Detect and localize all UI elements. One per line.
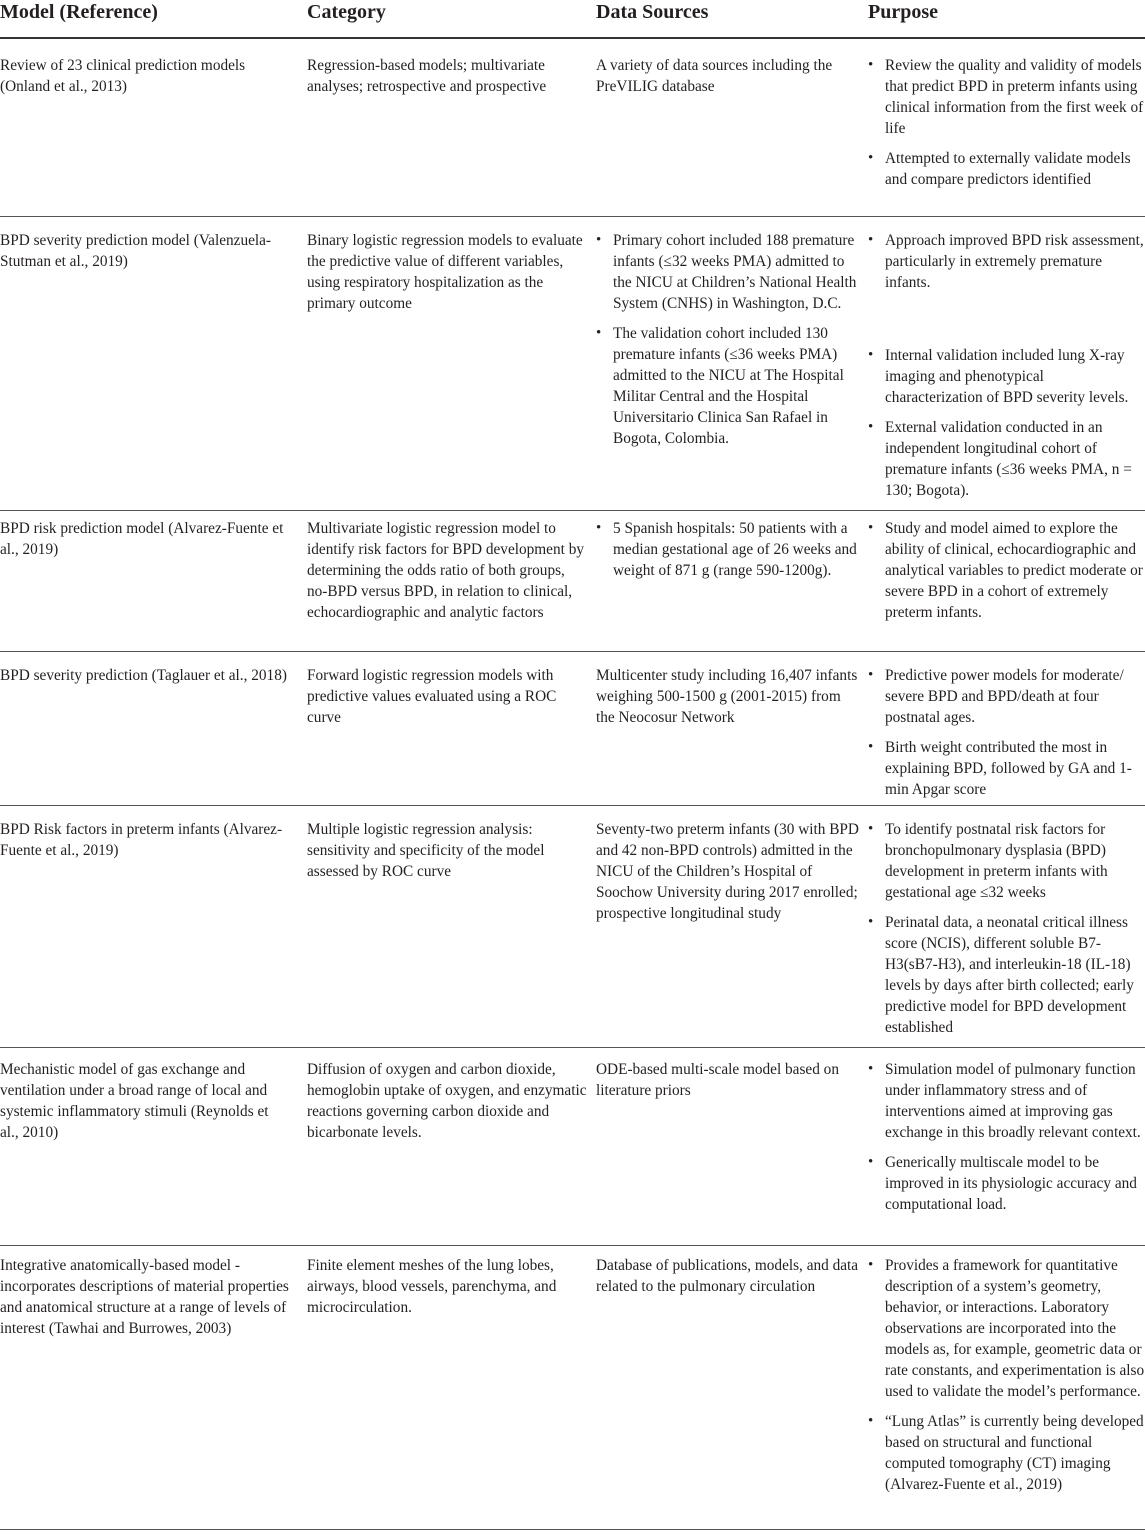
sources-cell bbox=[596, 230, 860, 449]
bullet-item: • External validation conducted in an independent longitudinal cohort of premature infants (≤36 weeks PMA, n = 130; Bogota). bbox=[868, 417, 1145, 501]
header-model: Model (Reference) bbox=[0, 1, 158, 23]
purpose-cell bbox=[868, 665, 1145, 800]
bullet-item: • Birth weight contributed the most in explaining BPD, followed by GA and 1-min Apgar score bbox=[868, 737, 1145, 800]
purpose-cell bbox=[868, 230, 1145, 501]
bullet-item: • The validation cohort included 130 premature infants (≤36 weeks PMA) admitted to the NICU at The Hospital Militar Central and the Hospital Universitario Clinica San Rafael in Bogota, Colombia. bbox=[596, 323, 860, 449]
bullet-item: • Provides a framework for quantitative description of a system’s geometry, behavior, or interactions. Laboratory observations are incorporated into the models as, for example, geometric data or rate constants, and experimentation is also used to validate the model’s performance. bbox=[868, 1255, 1145, 1402]
row-divider bbox=[0, 805, 1145, 806]
category-cell: Multiple logistic regression analysis: sensitivity and specificity of the model assessed by ROC curve bbox=[307, 821, 545, 880]
header-category: Category bbox=[307, 1, 386, 23]
header-purpose: Purpose bbox=[868, 1, 938, 23]
purpose-cell bbox=[868, 1255, 1145, 1495]
bullet-item: • Predictive power models for moderate/ severe BPD and BPD/death at four postnatal ages. bbox=[868, 665, 1145, 728]
model-cell: Mechanistic model of gas exchange and ventilation under a broad range of local and systemic inflammatory stimuli (Reynolds et al., 2010) bbox=[0, 1061, 269, 1141]
category-cell: Binary logistic regression models to evaluate the predictive value of different variables, using respiratory hospitalization as the primary outcome bbox=[307, 232, 583, 312]
bullet-item: • Internal validation included lung X-ray imaging and phenotypical characterization of BPD severity levels. bbox=[868, 345, 1145, 408]
model-cell: BPD risk prediction model (Alvarez-Fuente et al., 2019) bbox=[0, 520, 284, 558]
header-data-sources: Data Sources bbox=[596, 1, 709, 23]
category-cell: Regression-based models; multivariate analyses; retrospective and prospective bbox=[307, 57, 547, 95]
category-cell: Forward logistic regression models with predictive values evaluated using a ROC curve bbox=[307, 667, 557, 726]
row-divider bbox=[0, 216, 1145, 217]
bullet-item: • Perinatal data, a neonatal critical illness score (NCIS), different soluble B7-H3(sB7-H3), and interleukin-18 (IL-18) levels by days after birth collected; early predictive model for BPD development established bbox=[868, 912, 1145, 1038]
category-cell: Diffusion of oxygen and carbon dioxide, hemoglobin uptake of oxygen, and enzymatic reactions governing carbon dioxide and bicarbonate levels. bbox=[307, 1061, 587, 1141]
purpose-cell bbox=[868, 819, 1145, 1038]
bullet-item: • Primary cohort included 188 premature infants (≤32 weeks PMA) admitted to the NICU at Children’s National Health System (CNHS) in Washington, D.C. bbox=[596, 230, 860, 314]
model-cell: Integrative anatomically-based model - incorporates descriptions of material properties and anatomical structure at a range of levels of interest (Tawhai and Burrowes, 2003) bbox=[0, 1257, 289, 1337]
sources-cell: Multicenter study including 16,407 infants weighing 500-1500 g (2001-2015) from the Neocosur Network bbox=[596, 667, 858, 726]
bullet-item: • Simulation model of pulmonary function under inflammatory stress and of interventions aimed at improving gas exchange in this broadly relevant context. bbox=[868, 1059, 1145, 1143]
model-cell: BPD severity prediction model (Valenzuela-Stutman et al., 2019) bbox=[0, 232, 272, 270]
category-cell: Finite element meshes of the lung lobes, airways, blood vessels, parenchyma, and microcirculation. bbox=[307, 1257, 557, 1316]
sources-cell: A variety of data sources including the PreVILIG database bbox=[596, 57, 833, 95]
model-cell: Review of 23 clinical prediction models (Onland et al., 2013) bbox=[0, 57, 246, 95]
sources-cell: Database of publications, models, and data related to the pulmonary circulation bbox=[596, 1257, 859, 1295]
bullet-item: • Study and model aimed to explore the ability of clinical, echocardiographic and analytical variables to predict moderate or severe BPD in a cohort of extremely preterm infants. bbox=[868, 518, 1145, 623]
category-cell: Multivariate logistic regression model to identify risk factors for BPD development by determining the odds ratio of both groups, no-BPD versus BPD, in relation to clinical, echocardiographic and analytic factors bbox=[307, 520, 584, 621]
bullet-item: • “Lung Atlas” is currently being developed based on structural and functional computed tomography (CT) imaging (Alvarez-Fuente et al., 2019) bbox=[868, 1411, 1145, 1495]
purpose-cell bbox=[868, 518, 1145, 623]
model-cell: BPD severity prediction (Taglauer et al., 2018) bbox=[0, 667, 287, 684]
row-divider bbox=[0, 1245, 1145, 1246]
bullet-item: • 5 Spanish hospitals: 50 patients with a median gestational age of 26 weeks and weight of 871 g (range 590-1200g). bbox=[596, 518, 860, 581]
bullet-item: • Approach improved BPD risk assessment, particularly in extremely premature infants. bbox=[868, 230, 1145, 293]
bullet-item: • Generically multiscale model to be improved in its physiologic accuracy and computational load. bbox=[868, 1152, 1145, 1215]
row-divider bbox=[0, 1047, 1145, 1048]
row-divider bbox=[0, 1529, 1145, 1530]
bullet-item: • Attempted to externally validate models and compare predictors identified bbox=[868, 148, 1145, 190]
bullet-item: • To identify postnatal risk factors for bronchopulmonary dysplasia (BPD) development in preterm infants with gestational age ≤32 weeks bbox=[868, 819, 1145, 903]
purpose-cell bbox=[868, 1059, 1145, 1215]
purpose-cell bbox=[868, 55, 1145, 190]
header-rule bbox=[0, 37, 1145, 39]
row-divider bbox=[0, 651, 1145, 652]
model-cell: BPD Risk factors in preterm infants (Alvarez-Fuente et al., 2019) bbox=[0, 821, 283, 859]
sources-cell: Seventy-two preterm infants (30 with BPD and 42 non-BPD controls) admitted in the NICU of the Children’s Hospital of Soochow University during 2017 enrolled; prospective longitudinal study bbox=[596, 821, 859, 922]
row-divider bbox=[0, 510, 1145, 511]
bullet-item: • Review the quality and validity of models that predict BPD in preterm infants using clinical information from the first week of life bbox=[868, 55, 1145, 139]
sources-cell: ODE-based multi-scale model based on literature priors bbox=[596, 1061, 839, 1099]
sources-cell bbox=[596, 518, 860, 581]
